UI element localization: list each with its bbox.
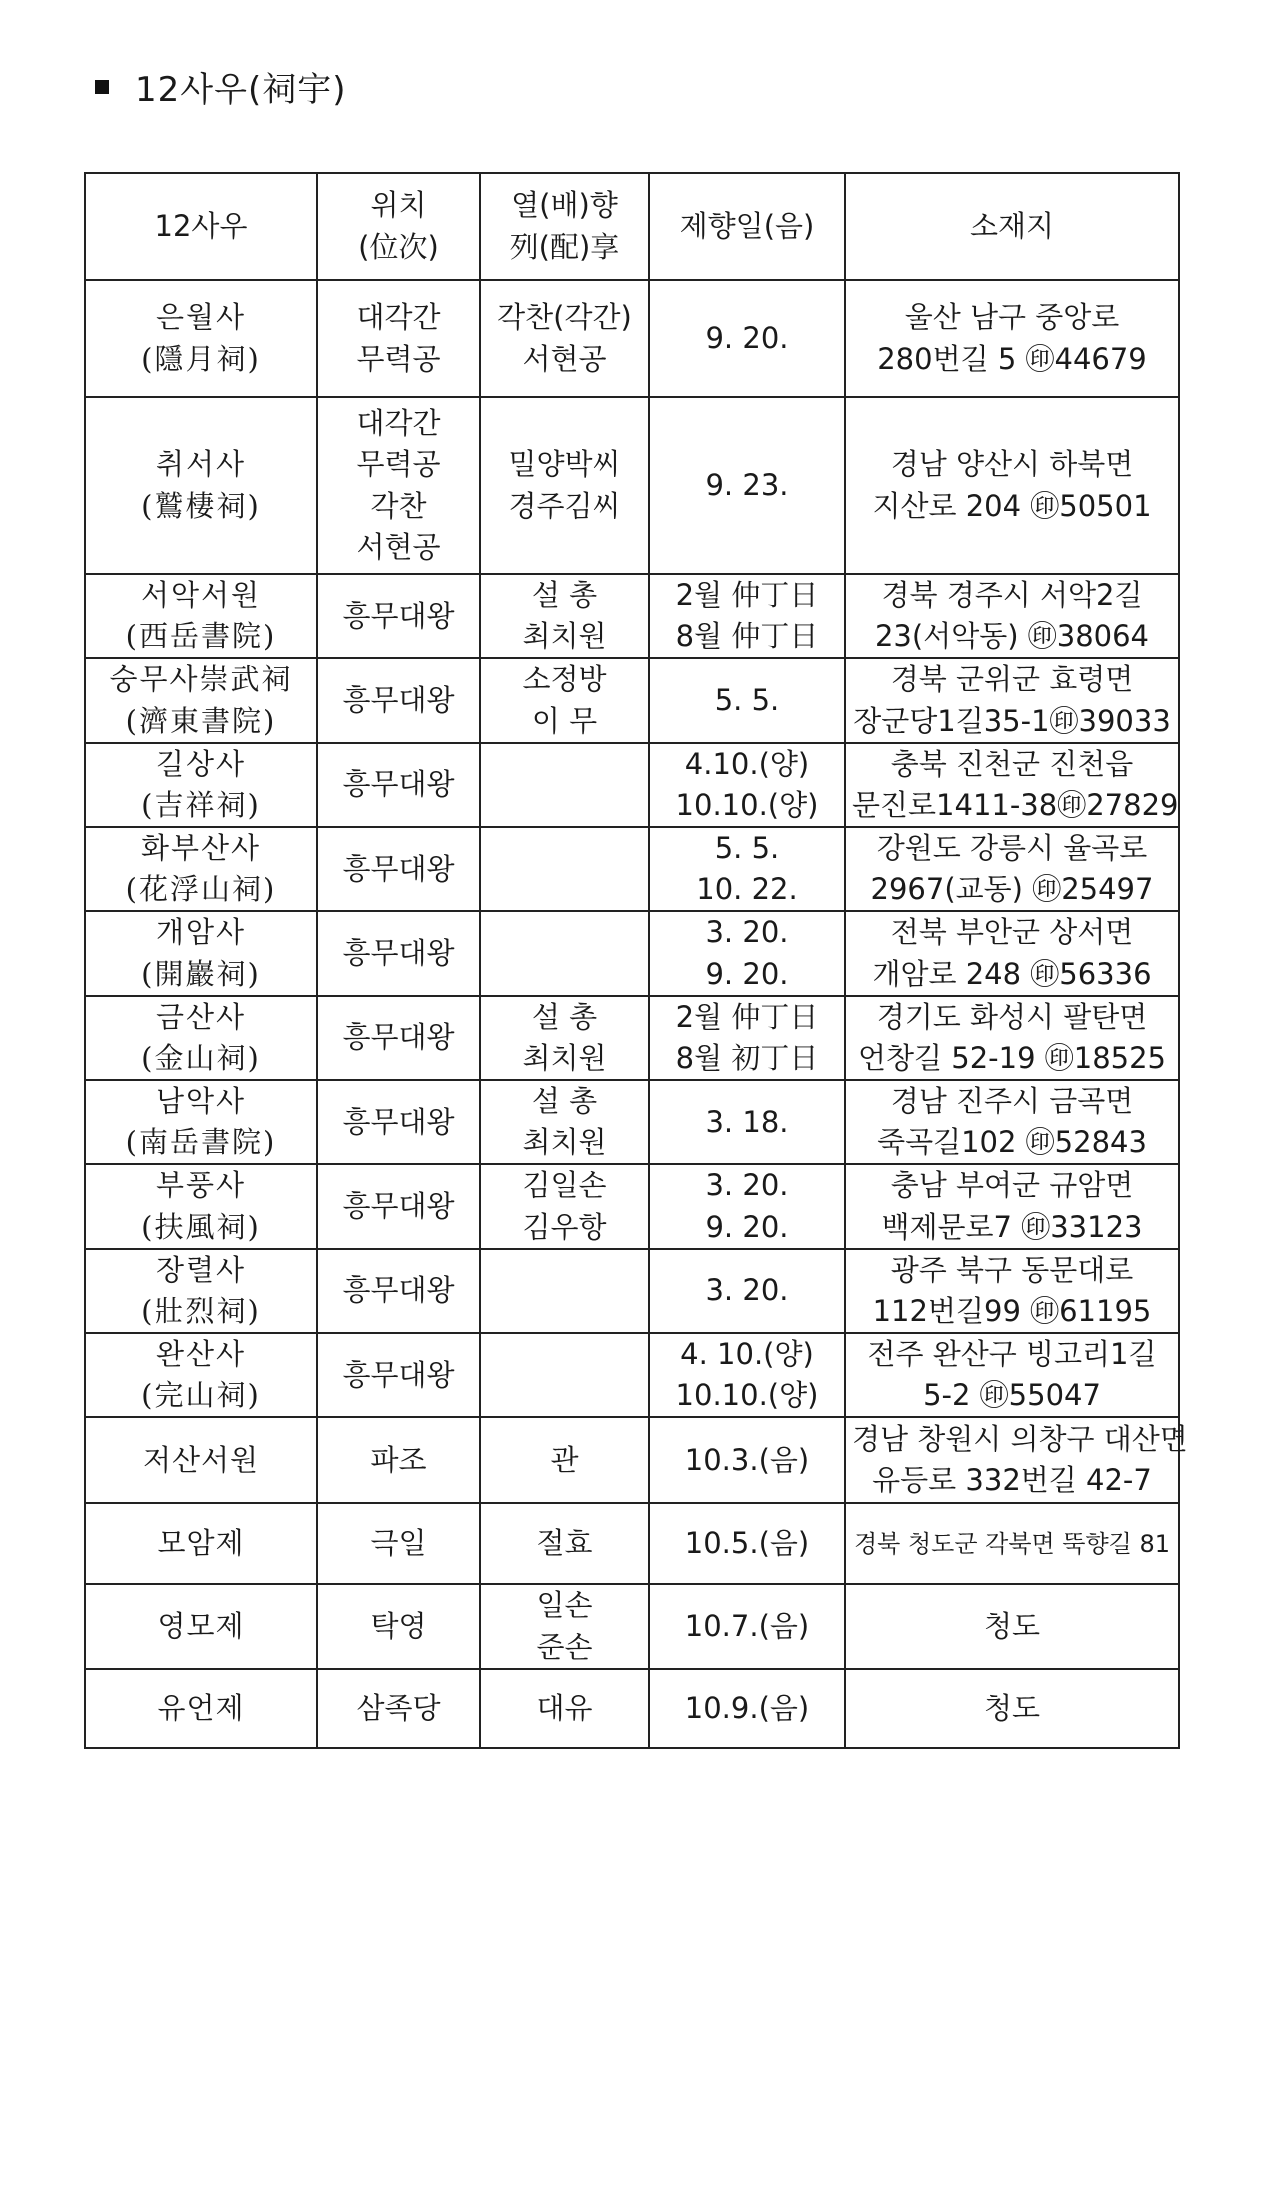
- location-cell: [845, 1584, 1179, 1668]
- enshrined-cell-line: 김일손: [522, 1168, 607, 1203]
- shrine-name-cell: [85, 827, 317, 911]
- shrine-name-cell: [85, 1584, 317, 1668]
- location-cell-line: 청도: [983, 1690, 1041, 1725]
- position-cell-line: 탁영: [370, 1609, 427, 1644]
- date-cell: [649, 280, 845, 397]
- enshrined-cell: [480, 1417, 649, 1503]
- table-row: [85, 574, 1179, 658]
- location-cell: [845, 1164, 1179, 1248]
- position-cell: [317, 1669, 480, 1748]
- enshrined-cell: [480, 658, 649, 742]
- location-cell: [845, 658, 1179, 742]
- location-cell-line: 경남 진주시 금곡면: [890, 1084, 1134, 1119]
- shrine-name-cell-line: 숭무사崇武祠: [109, 662, 293, 697]
- position-cell-line: 흥무대왕: [342, 1020, 455, 1055]
- enshrined-cell-line: 밀양박씨: [508, 447, 621, 482]
- header-cell-position: 위치 (位次): [317, 173, 480, 280]
- position-cell-line: 극일: [370, 1526, 427, 1561]
- enshrined-cell-line: 대유: [536, 1690, 593, 1725]
- shrine-name-cell-line: (濟東書院): [125, 703, 277, 738]
- location-cell-line: 경기도 화성시 팔탄면: [876, 999, 1148, 1034]
- enshrined-cell-line: 소정방: [522, 662, 607, 697]
- shrine-name-cell-line: (鷲棲祠): [141, 488, 261, 523]
- location-cell-line: 23(서악동) ㊞38064: [874, 619, 1150, 654]
- date-cell: [649, 1333, 845, 1417]
- shrine-name-cell: [85, 1417, 317, 1503]
- location-cell: [845, 397, 1179, 574]
- shrine-name-cell-line: 모암제: [157, 1526, 245, 1561]
- position-cell: [317, 1164, 480, 1248]
- position-cell-line: 흥무대왕: [342, 1357, 455, 1392]
- location-cell-line: 5-2 ㊞55047: [923, 1378, 1101, 1413]
- shrine-name-cell-line: 서악서원: [140, 578, 262, 612]
- date-cell-line: 3. 20.: [705, 915, 789, 950]
- location-cell: [845, 1503, 1179, 1584]
- table-row: [85, 827, 1179, 911]
- position-cell-line: 흥무대왕: [342, 598, 455, 633]
- location-cell: [845, 911, 1179, 995]
- enshrined-cell-line: 설 총: [531, 1084, 598, 1119]
- header-cell-shrine: 12사우: [85, 173, 317, 280]
- shrine-name-cell-line: (吉祥祠): [141, 787, 261, 822]
- location-cell-line: 장군당1길35-1㊞39033: [853, 703, 1171, 738]
- shrine-name-cell: [85, 1249, 317, 1333]
- enshrined-cell-line: 서현공: [522, 341, 607, 376]
- shrine-name-cell-line: 남악사: [155, 1084, 247, 1119]
- position-cell: [317, 1333, 480, 1417]
- table-row: [85, 911, 1179, 995]
- position-cell: [317, 1080, 480, 1164]
- page-title-text: 12사우(祠宇): [135, 70, 347, 110]
- date-cell-line: 10.9.(음): [684, 1690, 810, 1725]
- location-cell-line: 충북 진천군 진천읍: [890, 746, 1134, 781]
- position-cell-line: 각찬: [370, 488, 427, 523]
- shrine-name-cell-line: 취서사: [155, 447, 247, 482]
- date-cell: [649, 1164, 845, 1248]
- location-cell-line: 광주 북구 동문대로: [890, 1252, 1134, 1287]
- enshrined-cell: [480, 1503, 649, 1584]
- shrine-name-cell-line: (壯烈祠): [141, 1293, 261, 1328]
- enshrined-cell-line: 김우항: [522, 1209, 607, 1244]
- enshrined-cell-line: 설 총: [531, 999, 598, 1034]
- shrine-name-cell-line: 길상사: [155, 746, 247, 781]
- page-title: [95, 62, 346, 111]
- position-cell-line: 대각간: [356, 406, 441, 441]
- date-cell: [649, 911, 845, 995]
- table-row: [85, 280, 1179, 397]
- date-cell-line: 9. 23.: [705, 467, 789, 502]
- location-cell: [845, 280, 1179, 397]
- location-cell-line: 2967(교동) ㊞25497: [870, 872, 1154, 907]
- location-cell-line: 경북 청도군 각북면 뚝향길 81: [853, 1529, 1171, 1558]
- enshrined-cell: [480, 397, 649, 574]
- location-cell: [845, 996, 1179, 1080]
- shrine-name-cell-line: 부풍사: [155, 1168, 247, 1203]
- enshrined-cell-line: 최치원: [522, 619, 607, 654]
- table-row: [85, 996, 1179, 1080]
- date-cell: [649, 827, 845, 911]
- location-cell-line: 죽곡길102 ㊞52843: [877, 1125, 1147, 1160]
- header-cell-enshrined: 열(배)향 列(配)享: [480, 173, 649, 280]
- shrine-name-cell: [85, 1164, 317, 1248]
- enshrined-cell-line: 절효: [536, 1526, 593, 1561]
- shrine-name-cell-line: 화부산사: [140, 831, 262, 866]
- date-cell: [649, 1584, 845, 1668]
- shrine-name-cell-line: (開巖祠): [141, 956, 261, 991]
- table-row: [85, 1249, 1179, 1333]
- shrine-name-cell: [85, 397, 317, 574]
- shrine-name-cell: [85, 911, 317, 995]
- shrine-name-cell-line: (金山祠): [141, 1040, 261, 1075]
- enshrined-cell: [480, 911, 649, 995]
- shrine-name-cell: [85, 1080, 317, 1164]
- date-cell: [649, 743, 845, 827]
- position-cell-line: 무력공: [356, 341, 441, 376]
- table-row: [85, 1503, 1179, 1584]
- enshrined-cell-line: 설 총: [531, 578, 598, 612]
- enshrined-cell: [480, 1080, 649, 1164]
- enshrined-cell-line: 최치원: [522, 1040, 607, 1075]
- table-header-row: [85, 173, 1179, 280]
- enshrined-cell: [480, 280, 649, 397]
- shrine-name-cell-line: 영모제: [157, 1609, 245, 1644]
- enshrined-cell: [480, 1164, 649, 1248]
- date-cell-line: 3. 20.: [705, 1168, 789, 1203]
- location-cell: [845, 827, 1179, 911]
- location-cell-line: 충남 부여군 규암면: [890, 1168, 1134, 1203]
- date-cell-line: 9. 20.: [705, 1209, 789, 1244]
- location-cell-line: 경남 양산시 하북면: [890, 447, 1134, 482]
- position-cell: [317, 1503, 480, 1584]
- enshrined-cell-line: 최치원: [522, 1125, 607, 1160]
- location-cell-line: 지산로 204 ㊞50501: [872, 488, 1152, 523]
- enshrined-cell-line: 각찬(각간): [497, 300, 632, 335]
- shrine-name-cell: [85, 1333, 317, 1417]
- location-cell-line: 전주 완산구 빙고리1길: [867, 1337, 1157, 1372]
- table-row: [85, 1080, 1179, 1164]
- position-cell-line: 삼족당: [356, 1690, 441, 1725]
- date-cell-line: 10.10.(양): [675, 1378, 819, 1413]
- shrine-name-cell-line: 저산서원: [142, 1442, 260, 1477]
- position-cell-line: 무력공: [356, 447, 441, 482]
- shrine-name-cell: [85, 1669, 317, 1748]
- location-cell: [845, 574, 1179, 658]
- date-cell-line: 3. 18.: [705, 1104, 789, 1139]
- position-cell-line: 흥무대왕: [342, 1188, 455, 1223]
- position-cell: [317, 574, 480, 658]
- shrine-name-cell-line: 장렬사: [155, 1252, 247, 1287]
- location-cell: [845, 1669, 1179, 1748]
- date-cell-line: 10.3.(음): [684, 1442, 810, 1477]
- location-cell-line: 울산 남구 중앙로: [904, 300, 1120, 335]
- square-bullet-icon: [95, 80, 109, 94]
- location-cell-line: 백제문로7 ㊞33123: [881, 1209, 1143, 1244]
- date-cell-line: 4.10.(양): [684, 746, 810, 781]
- enshrined-cell-line: 경주김씨: [508, 488, 621, 523]
- shrine-name-cell-line: (完山祠): [141, 1378, 261, 1413]
- position-cell: [317, 911, 480, 995]
- position-cell: [317, 827, 480, 911]
- shrine-name-cell: [85, 658, 317, 742]
- date-cell-line: 8월 仲丁日: [675, 619, 819, 654]
- location-cell-line: 개암로 248 ㊞56336: [872, 956, 1152, 991]
- location-cell-line: 전북 부안군 상서면: [890, 915, 1134, 950]
- shrine-name-cell-line: (隱月祠): [141, 341, 261, 376]
- date-cell: [649, 1080, 845, 1164]
- shrine-name-cell-line: 완산사: [155, 1337, 247, 1372]
- position-cell: [317, 658, 480, 742]
- location-cell-line: 경북 경주시 서악2길: [881, 578, 1143, 612]
- location-cell-line: 경북 군위군 효령면: [890, 662, 1134, 697]
- position-cell-line: 흥무대왕: [342, 682, 455, 717]
- date-cell-line: 10.10.(양): [675, 787, 819, 822]
- enshrined-cell: [480, 1669, 649, 1748]
- date-cell-line: 3. 20.: [705, 1273, 789, 1308]
- date-cell: [649, 1249, 845, 1333]
- table-row: [85, 1669, 1179, 1748]
- table-row: [85, 1164, 1179, 1248]
- date-cell: [649, 397, 845, 574]
- location-cell-line: 280번길 5 ㊞44679: [877, 341, 1147, 376]
- location-cell: [845, 1333, 1179, 1417]
- table-row: [85, 397, 1179, 574]
- location-cell: [845, 1249, 1179, 1333]
- position-cell: [317, 1584, 480, 1668]
- date-cell: [649, 1503, 845, 1584]
- enshrined-cell: [480, 743, 649, 827]
- date-cell-line: 10.7.(음): [684, 1609, 810, 1644]
- position-cell-line: 파조: [370, 1442, 427, 1477]
- enshrined-cell: [480, 1333, 649, 1417]
- enshrined-cell: [480, 827, 649, 911]
- date-cell-line: 9. 20.: [705, 956, 789, 991]
- enshrined-cell: [480, 574, 649, 658]
- date-cell-line: 9. 20.: [705, 320, 789, 355]
- shrine-name-cell: [85, 280, 317, 397]
- location-cell-line: 문진로1411-38㊞27829: [852, 787, 1179, 822]
- date-cell-line: 10.5.(음): [684, 1526, 810, 1561]
- location-cell-line: 유등로 332번길 42-7: [872, 1463, 1152, 1498]
- location-cell-line: 청도: [983, 1609, 1041, 1644]
- position-cell: [317, 1249, 480, 1333]
- shrine-name-cell-line: 유언제: [157, 1690, 245, 1725]
- location-cell: [845, 743, 1179, 827]
- shrine-name-cell-line: (南岳書院): [125, 1125, 277, 1160]
- enshrined-cell: [480, 1584, 649, 1668]
- date-cell: [649, 996, 845, 1080]
- position-cell-line: 흥무대왕: [342, 1273, 455, 1308]
- enshrined-cell-line: 준손: [536, 1629, 593, 1664]
- position-cell-line: 서현공: [356, 529, 441, 564]
- enshrined-cell: [480, 996, 649, 1080]
- shrine-name-cell-line: (花浮山祠): [125, 872, 277, 907]
- enshrined-cell-line: 관: [550, 1442, 579, 1477]
- shrine-table: [84, 172, 1188, 1749]
- shrine-name-cell-line: 은월사: [155, 300, 247, 335]
- date-cell-line: 4. 10.(양): [680, 1337, 814, 1372]
- position-cell: [317, 1417, 480, 1503]
- shrine-name-cell: [85, 1503, 317, 1584]
- position-cell-line: 흥무대왕: [342, 767, 455, 802]
- date-cell-line: 8월 初丁日: [675, 1040, 819, 1075]
- shrine-name-cell-line: (西岳書院): [125, 619, 277, 654]
- shrine-name-cell-line: (扶風祠): [141, 1209, 261, 1244]
- position-cell: [317, 397, 480, 574]
- date-cell: [649, 1417, 845, 1503]
- location-cell-line: 언창길 52-19 ㊞18525: [858, 1040, 1166, 1075]
- table-row: [85, 743, 1179, 827]
- date-cell-line: 2월 仲丁日: [675, 999, 819, 1034]
- shrine-name-cell: [85, 574, 317, 658]
- location-cell-line: 강원도 강릉시 율곡로: [876, 831, 1148, 866]
- position-cell: [317, 280, 480, 397]
- date-cell-line: 5. 5.: [714, 682, 780, 717]
- location-cell-line: 112번길99 ㊞61195: [872, 1293, 1152, 1328]
- position-cell-line: 흥무대왕: [342, 935, 455, 970]
- location-cell-line: 경남 창원시 의창구 대산면: [852, 1422, 1188, 1457]
- enshrined-cell-line: 일손: [536, 1588, 593, 1623]
- header-cell-date: 제향일(음): [649, 173, 845, 280]
- position-cell-line: 대각간: [356, 300, 441, 335]
- enshrined-cell-line: 이 무: [531, 703, 598, 738]
- date-cell: [649, 574, 845, 658]
- date-cell-line: 5. 5.: [714, 831, 780, 866]
- position-cell-line: 흥무대왕: [342, 851, 455, 886]
- table-row: [85, 658, 1179, 742]
- position-cell-line: 흥무대왕: [342, 1104, 455, 1139]
- table-row: [85, 1333, 1179, 1417]
- date-cell-line: 2월 仲丁日: [675, 578, 819, 612]
- shrine-name-cell-line: 개암사: [155, 915, 247, 950]
- header-cell-location: 소재지: [845, 173, 1179, 280]
- position-cell: [317, 743, 480, 827]
- location-cell: [845, 1417, 1188, 1503]
- date-cell: [649, 658, 845, 742]
- location-cell: [845, 1080, 1179, 1164]
- position-cell: [317, 996, 480, 1080]
- date-cell: [649, 1669, 845, 1748]
- shrine-name-cell: [85, 996, 317, 1080]
- table-row: [85, 1417, 1179, 1503]
- date-cell-line: 10. 22.: [696, 872, 798, 907]
- shrine-name-cell: [85, 743, 317, 827]
- enshrined-cell: [480, 1249, 649, 1333]
- table-row: [85, 1584, 1179, 1668]
- shrine-name-cell-line: 금산사: [155, 999, 247, 1034]
